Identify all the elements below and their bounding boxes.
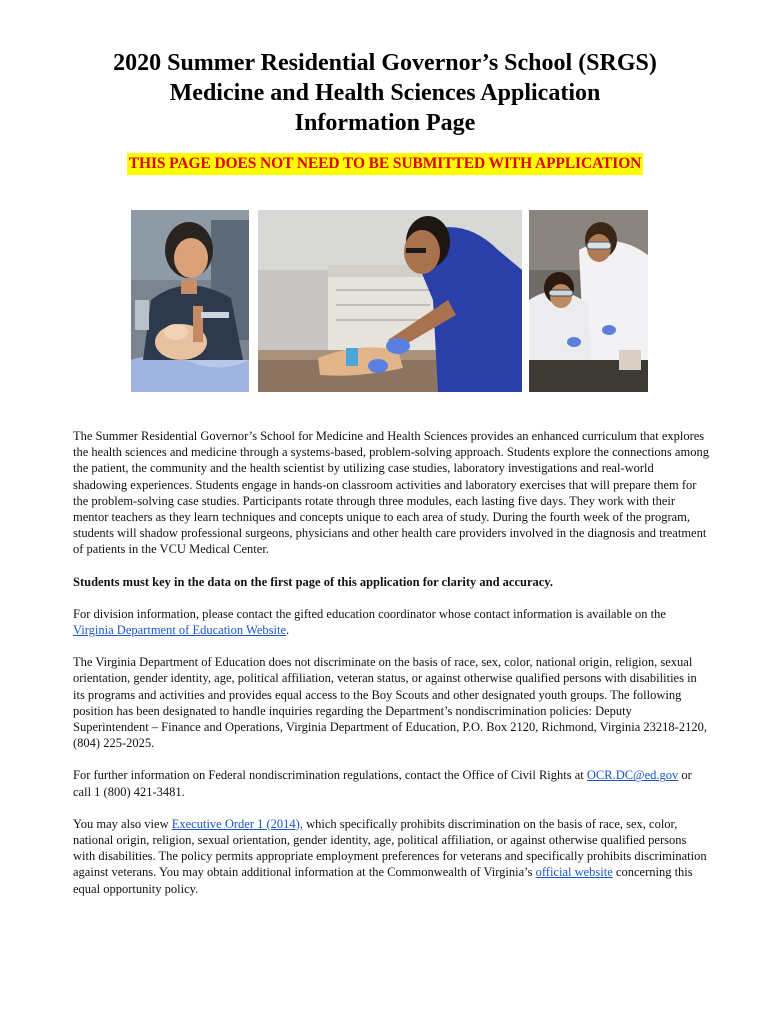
data-entry-instruction: Students must key in the data on the first page of this application for clarity and accuracy. <box>73 574 553 589</box>
photo-student-arm-model <box>258 210 522 392</box>
eo-text-middle: which specifically prohibits discrimination on the basis of race, sex, color, national origin, religion, sexual orientation, gender identity, age, political affiliation, or against otherwise qualified persons with disabilities. The policy permits appropriate employment preferences for veterans and specifically prohibits discrimination against veterans. You may obtain additional information at the Commonwealth of Virginia’s <box>73 816 707 880</box>
ocr-email-link[interactable]: OCR.DC@ed.gov <box>586 768 679 783</box>
division-text-end: . <box>286 623 290 638</box>
federal-text: For further information on Federal nondiscrimination regulations, contact the Office of Civil Rights at <box>73 768 587 783</box>
federal-info-paragraph <box>73 767 709 799</box>
photo-student-mannequin <box>131 210 249 392</box>
photo-students-lab <box>529 210 648 392</box>
notice-row <box>0 153 770 175</box>
eo-text-end: concerning this equal opportunity policy. <box>73 865 693 896</box>
vdoe-website-link[interactable]: Virginia Department of Education Website <box>73 623 287 638</box>
title-line-2: Medicine and Health Sciences Application <box>169 80 601 106</box>
division-info-paragraph <box>73 606 709 638</box>
page-title <box>0 48 770 138</box>
official-website-link[interactable]: official website <box>535 865 613 880</box>
nondiscrimination-paragraph: The Virginia Department of Education does not discriminate on the basis of race, sex, color, national origin, religion, sexual orientation, gender identity, age, political affiliation, veteran status, or against otherwise qualified persons with disabilities in its programs and activities and provides equal access to the Boy Scouts and other designated youth groups. The following position has been designated to handle inquiries regarding the Department’s nondiscrimination policies: Deputy Superintendent – Finance and Operations, Virginia Department of Education, P.O. Box 2120, Richmond, Virginia 23218-2120, (804) 225-2025. <box>73 655 707 751</box>
title-line-3: Information Page <box>294 110 476 136</box>
submission-notice: THIS PAGE DOES NOT NEED TO BE SUBMITTED WITH APPLICATION <box>127 153 644 175</box>
title-line-1: 2020 Summer Residential Governor’s School (SRGS) <box>113 50 657 76</box>
information-body <box>73 428 709 913</box>
federal-phone-text: or call 1 (800) 421-3481. <box>73 768 692 799</box>
eo-text-start: You may also view <box>73 816 172 831</box>
program-description: The Summer Residential Governor’s School for Medicine and Health Sciences provides an enhanced curriculum that explores the health sciences and medicine through a systems-based, problem-solving approach. Students explore the connections among the patient, the community and the health scientist by utilizing case studies, laboratory investigations and real-world shadowing experiences. Students engage in hands-on classroom activities and laboratory exercises that will prepare them for the problem-solving case studies. Participants rotate through three modules, each lasting five days. They work with their mentor teachers as they learn techniques and concepts unique to each area of study. During the fourth week of the program, students will shadow professional surgeons, physicians and other health care providers involved in the diagnosis and treatment of patients in the VCU Medical Center. <box>73 429 709 557</box>
division-text: For division information, please contact the gifted education coordinator whose contact information is available on the <box>73 606 666 621</box>
executive-order-link[interactable]: Executive Order 1 (2014), <box>171 816 303 831</box>
executive-order-paragraph <box>73 816 709 897</box>
